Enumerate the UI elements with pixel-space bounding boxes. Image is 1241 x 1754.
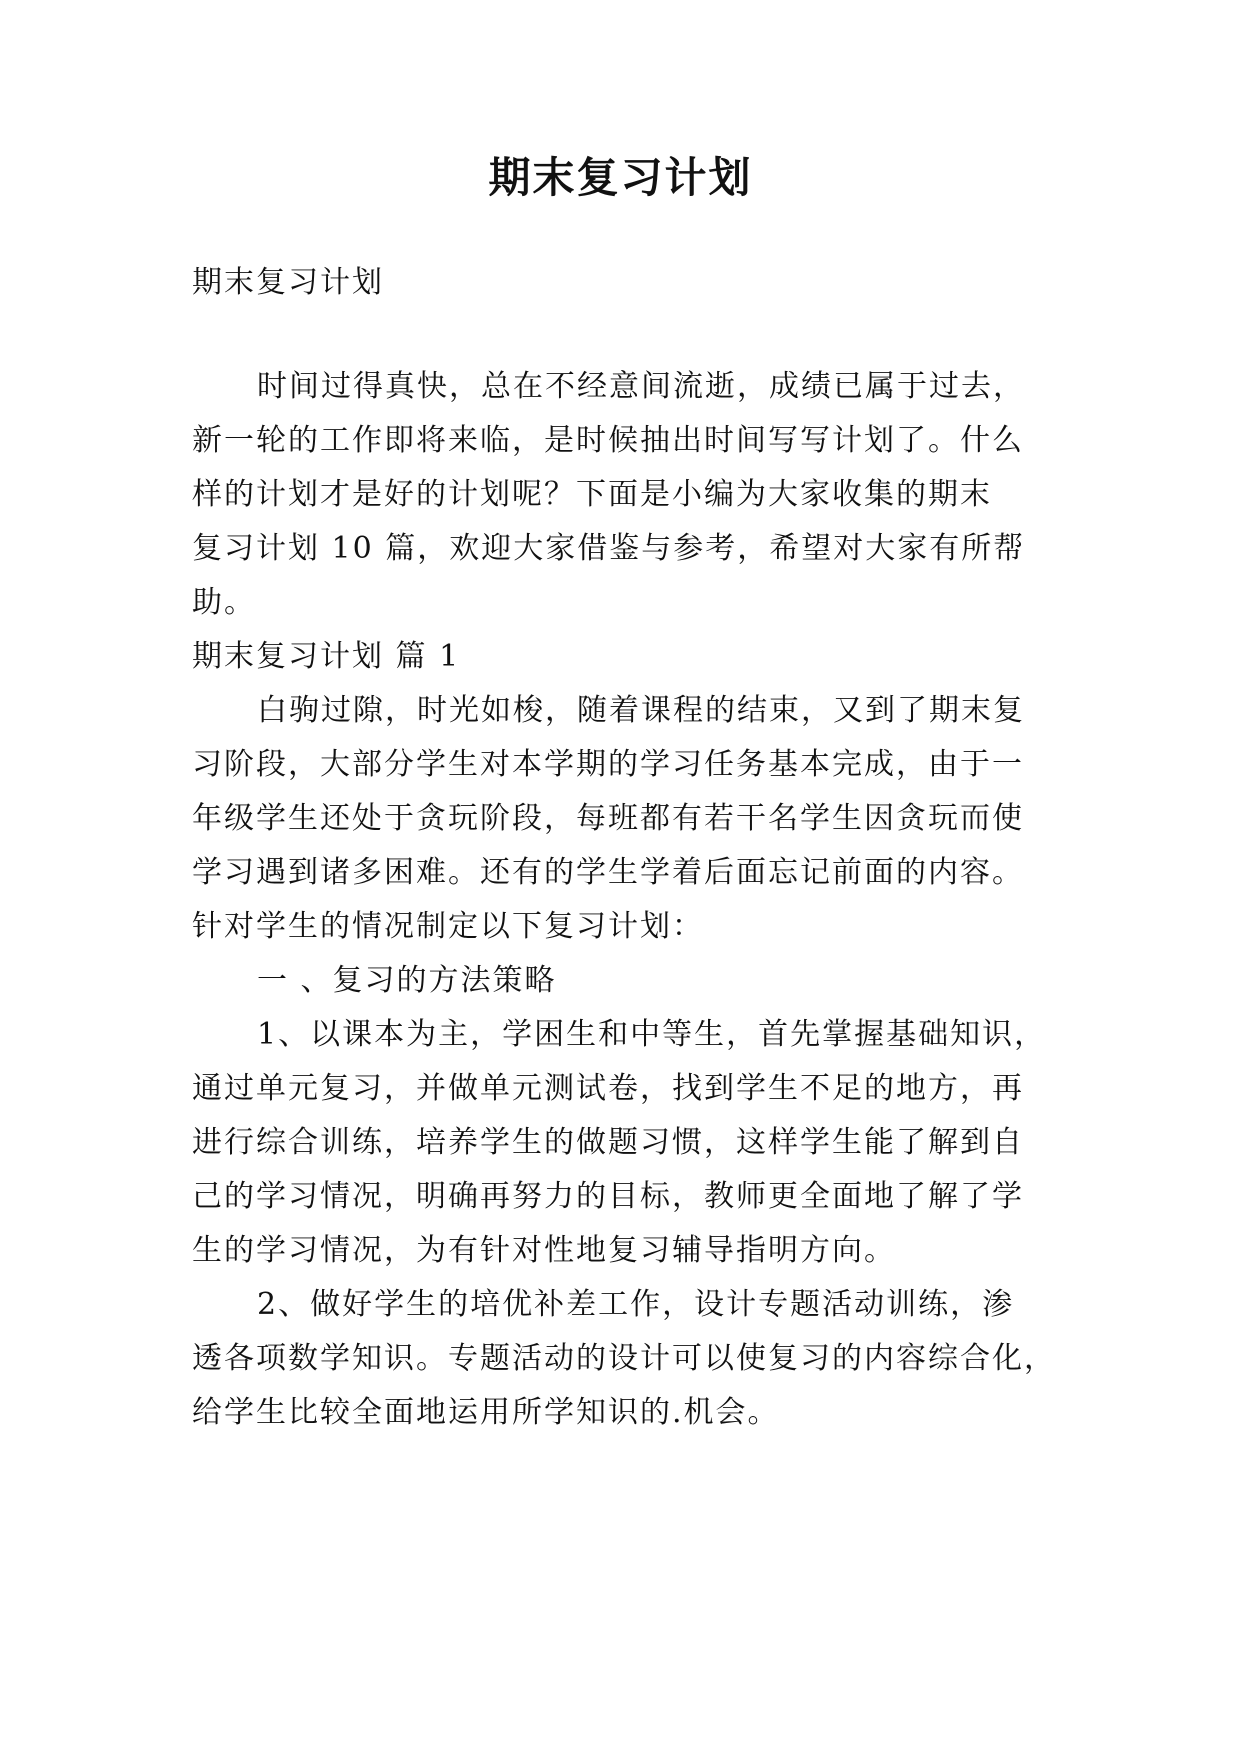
body-line-4: 学习遇到诸多困难。还有的学生学着后面忘记前面的内容。 [192, 855, 1024, 890]
body-line-5: 针对学生的情况制定以下复习计划： [192, 909, 704, 944]
intro-line-1: 时间过得真快，总在不经意间流逝，成绩已属于过去， [257, 369, 1025, 404]
section-heading: 期末复习计划 篇 1 [192, 639, 461, 674]
intro-line-5: 助。 [192, 585, 256, 620]
body-line-1: 白驹过隙，时光如梭，随着课程的结束，又到了期末复 [257, 693, 1025, 728]
body-line-8: 通过单元复习，并做单元测试卷，找到学生不足的地方，再 [192, 1071, 1024, 1106]
body-line-12: 2、做好学生的培优补差工作，设计专题活动训练，渗 [257, 1287, 1015, 1322]
body-line-14: 给学生比较全面地运用所学知识的.机会。 [192, 1395, 780, 1430]
body-line-7: 1、以课本为主，学困生和中等生，首先掌握基础知识， [257, 1017, 1047, 1052]
intro-line-2: 新一轮的工作即将来临，是时候抽出时间写写计划了。什么 [192, 423, 1024, 458]
body-line-10: 己的学习情况，明确再努力的目标，教师更全面地了解了学 [192, 1179, 1024, 1214]
document-title: 期末复习计划 [488, 153, 753, 202]
intro-line-4: 复习计划 10 篇，欢迎大家借鉴与参考，希望对大家有所帮 [192, 531, 1026, 566]
body-line-11: 生的学习情况，为有针对性地复习辅导指明方向。 [192, 1233, 896, 1268]
intro-line-3: 样的计划才是好的计划呢？下面是小编为大家收集的期末 [192, 477, 992, 512]
document-subtitle: 期末复习计划 [192, 265, 384, 300]
subheading-methods: 一 、复习的方法策略 [257, 963, 557, 998]
body-line-9: 进行综合训练，培养学生的做题习惯，这样学生能了解到自 [192, 1125, 1024, 1160]
body-line-2: 习阶段，大部分学生对本学期的学习任务基本完成，由于一 [192, 747, 1024, 782]
body-line-13: 透各项数学知识。专题活动的设计可以使复习的内容综合化， [192, 1341, 1056, 1376]
body-line-3: 年级学生还处于贪玩阶段，每班都有若干名学生因贪玩而使 [192, 801, 1024, 836]
